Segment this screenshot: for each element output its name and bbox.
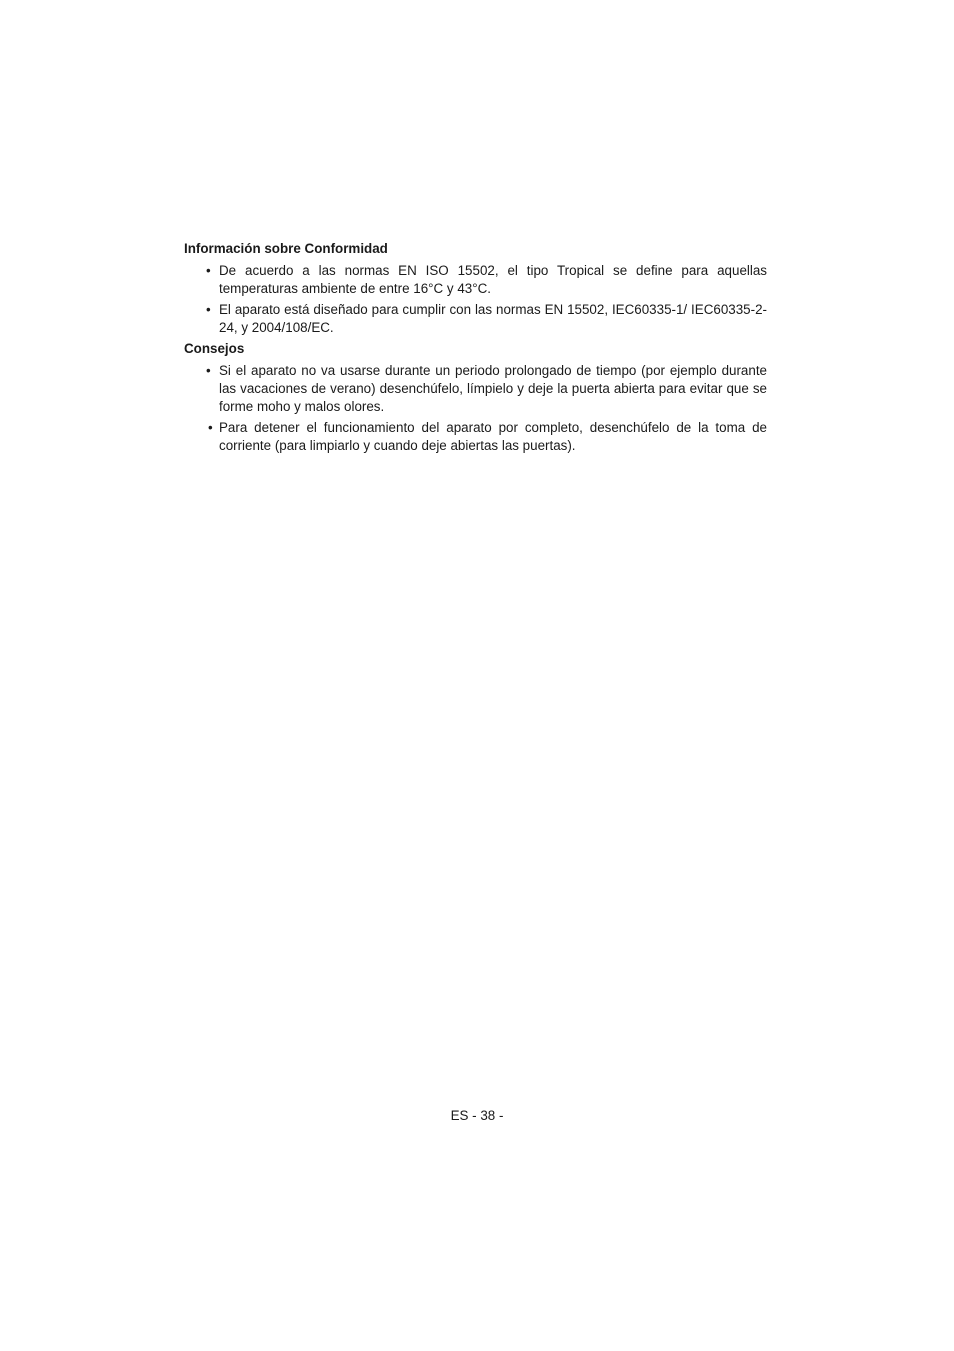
list-item [184, 419, 767, 455]
bullet-icon: • [208, 420, 213, 435]
list-item-text: Para detener el funcionamiento del aparato por completo, desenchúfelo de la toma de corriente (para limpiarlo y cuando deje abiertas las puertas). [219, 420, 767, 453]
list-item [184, 262, 767, 298]
bullet-icon: • [206, 302, 211, 317]
bullet-icon: • [206, 263, 211, 278]
page-content [184, 240, 767, 458]
conformidad-list [184, 262, 767, 337]
list-item-text: De acuerdo a las normas EN ISO 15502, el tipo Tropical se define para aquellas temperaturas ambiente de entre 16°C y 43°C. [219, 263, 767, 296]
list-item-text: Si el aparato no va usarse durante un periodo prolongado de tiempo (por ejemplo durante las vacaciones de verano) desenchúfelo, límpielo y deje la puerta abierta para evitar que se forme moho y malos olores. [219, 363, 767, 414]
section-heading-consejos: Consejos [184, 341, 245, 356]
consejos-list [184, 362, 767, 455]
page-number: ES - 38 - [450, 1108, 504, 1123]
list-item [184, 362, 767, 416]
list-item [184, 301, 767, 337]
section-heading-conformidad: Información sobre Conformidad [184, 241, 388, 256]
bullet-icon: • [206, 363, 211, 378]
list-item-text: El aparato está diseñado para cumplir con las normas EN 15502, IEC60335-1/ IEC60335-2-24, y 2004/108/EC. [219, 302, 767, 335]
